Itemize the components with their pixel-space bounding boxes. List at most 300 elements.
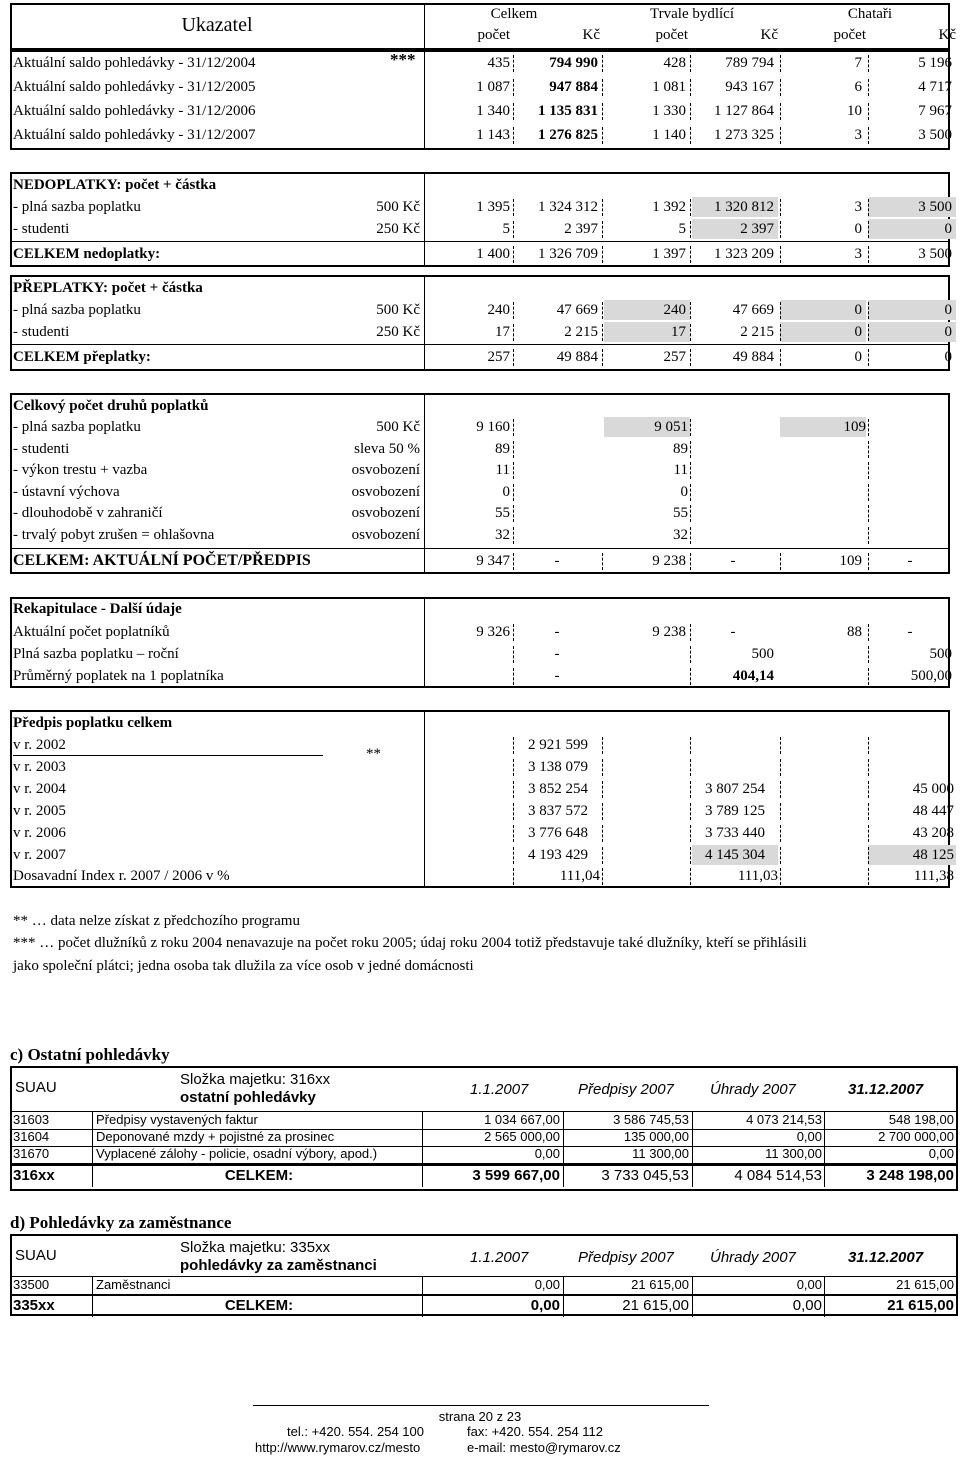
druhy-title: Celkový počet druhů poplatků bbox=[13, 398, 209, 414]
value-cell: 43 208 bbox=[912, 825, 954, 841]
predpis-title: Předpis poplatku celkem bbox=[13, 715, 173, 731]
cell-separator bbox=[690, 302, 691, 319]
value-cell: 17 bbox=[671, 324, 686, 340]
value-cell: 0 bbox=[944, 349, 952, 365]
cell-separator bbox=[868, 868, 869, 885]
value-cell: 3 248 198,00 bbox=[866, 1167, 954, 1184]
value-cell: 3 837 572 bbox=[528, 803, 588, 819]
col-separator bbox=[92, 1276, 93, 1317]
cell-separator bbox=[868, 505, 869, 522]
cell-separator bbox=[780, 759, 781, 776]
total-label: CELKEM nedoplatky: bbox=[13, 246, 161, 262]
cell-separator bbox=[513, 624, 514, 641]
row-rate: 250 Kč bbox=[376, 324, 420, 340]
value-cell: 45 000 bbox=[912, 781, 954, 797]
row-label: Deponované mzdy + pojistné za prosinec bbox=[96, 1129, 335, 1144]
suau-label: SUAU bbox=[15, 1079, 57, 1096]
value-cell: 1 397 bbox=[652, 246, 686, 262]
cell-separator bbox=[780, 302, 781, 319]
value-cell: 4 717 bbox=[918, 79, 952, 95]
cell-separator bbox=[690, 527, 691, 544]
pocet-header: počet bbox=[477, 27, 510, 43]
cell-separator bbox=[868, 199, 869, 216]
column-header: 1.1.2007 bbox=[470, 1081, 529, 1098]
value-cell: 55 bbox=[673, 505, 688, 521]
value-cell: 9 326 bbox=[476, 624, 510, 640]
col-separator bbox=[92, 1111, 93, 1187]
value-cell: 3 789 125 bbox=[705, 803, 765, 819]
cell-separator bbox=[780, 553, 781, 570]
cell-separator bbox=[690, 55, 691, 72]
note-1: ** … data nelze získat z předchozího programu bbox=[13, 913, 300, 929]
cell-separator bbox=[780, 868, 781, 885]
value-cell: 49 884 bbox=[732, 349, 774, 365]
value-cell: 500 bbox=[929, 646, 952, 662]
row-rate: 500 Kč bbox=[376, 419, 420, 435]
value-cell: - bbox=[907, 553, 913, 569]
value-cell: 9 160 bbox=[476, 419, 510, 435]
row-label: Průměrný poplatek na 1 poplatníka bbox=[13, 668, 224, 684]
cell-separator bbox=[780, 847, 781, 864]
index-label: Dosavadní Index r. 2007 / 2006 v % bbox=[13, 868, 230, 884]
cell-separator bbox=[868, 737, 869, 754]
cell-separator bbox=[602, 803, 603, 820]
value-cell: 4 193 429 bbox=[528, 847, 588, 863]
cell-separator bbox=[513, 737, 514, 754]
saldo-stars: *** bbox=[390, 50, 416, 69]
cell-separator bbox=[868, 803, 869, 820]
footer-page: strana 20 z 23 bbox=[438, 1409, 522, 1424]
cell-separator bbox=[690, 127, 691, 144]
value-cell: 548 198,00 bbox=[888, 1112, 954, 1127]
total-label: CELKEM: bbox=[224, 1167, 294, 1184]
footer-mail[interactable]: e-mail: mesto@rymarov.cz bbox=[467, 1440, 621, 1455]
cell-separator bbox=[690, 847, 691, 864]
cell-separator bbox=[690, 419, 691, 436]
value-cell: 0 bbox=[854, 349, 862, 365]
note-2: *** … počet dlužníků z roku 2004 nenavazuje na počet roku 2005; údaj roku 2004 totiž představuje také dlužníky, kteří se přihlásili bbox=[13, 935, 807, 951]
cell-separator bbox=[513, 302, 514, 319]
slozka-name: ostatní pohledávky bbox=[180, 1089, 316, 1106]
value-cell: 257 bbox=[487, 349, 510, 365]
footer-web[interactable]: http://www.rymarov.cz/mesto bbox=[255, 1440, 421, 1455]
cell-separator bbox=[868, 324, 869, 341]
predpis-stars: ** bbox=[366, 746, 381, 762]
kc-header: Kč bbox=[938, 27, 956, 43]
value-cell: 0 bbox=[854, 302, 862, 318]
cell-separator bbox=[868, 825, 869, 842]
cell-separator bbox=[602, 127, 603, 144]
cell-separator bbox=[602, 221, 603, 238]
value-cell: 1 330 bbox=[652, 103, 686, 119]
value-cell: 0 bbox=[944, 302, 952, 318]
value-cell: 2 215 bbox=[740, 324, 774, 340]
value-cell: 0,00 bbox=[796, 1277, 822, 1292]
row-label: - studenti bbox=[13, 221, 70, 237]
value-cell: 435 bbox=[487, 55, 510, 71]
total-code: 335xx bbox=[13, 1297, 55, 1314]
value-cell: 2 700 000,00 bbox=[878, 1129, 954, 1144]
value-cell: 3 bbox=[854, 246, 862, 262]
value-cell: 1 276 825 bbox=[538, 127, 598, 143]
row-label: - studenti bbox=[13, 324, 70, 340]
value-cell: 2 215 bbox=[564, 324, 598, 340]
value-cell: 1 127 864 bbox=[714, 103, 774, 119]
row-label: Předpisy vystavených faktur bbox=[96, 1112, 258, 1127]
cell-separator bbox=[513, 221, 514, 238]
value-cell: 135 000,00 bbox=[623, 1129, 689, 1144]
value-cell: 111,38 bbox=[913, 868, 954, 884]
value-cell: 0 bbox=[944, 324, 952, 340]
row-label: Zaměstnanci bbox=[96, 1277, 171, 1292]
total-label: CELKEM: bbox=[224, 1297, 294, 1314]
row-rate: osvobození bbox=[351, 483, 420, 500]
value-cell: 3 733 440 bbox=[705, 825, 765, 841]
value-cell: 4 073 214,53 bbox=[746, 1112, 822, 1127]
cell-separator bbox=[602, 302, 603, 319]
value-cell: 32 bbox=[673, 526, 688, 543]
cell-separator bbox=[602, 847, 603, 864]
value-cell: 0 bbox=[680, 483, 688, 500]
row-code: 31670 bbox=[13, 1146, 50, 1161]
cell-separator bbox=[602, 759, 603, 776]
cell-separator bbox=[868, 553, 869, 570]
value-cell: 21 615,00 bbox=[631, 1277, 689, 1292]
cell-separator bbox=[602, 781, 603, 798]
saldo-row-label: Aktuální saldo pohledávky - 31/12/2004 bbox=[13, 55, 256, 71]
value-cell: 49 884 bbox=[556, 349, 598, 365]
value-cell: 109 bbox=[839, 553, 862, 569]
cell-separator bbox=[513, 127, 514, 144]
cell-separator bbox=[868, 646, 869, 663]
value-cell: 500 bbox=[751, 646, 774, 662]
column-header: 31.12.2007 bbox=[848, 1249, 924, 1266]
row-rate: 500 Kč bbox=[376, 199, 420, 215]
row-rate: 500 Kč bbox=[376, 302, 420, 318]
saldo-row-label: Aktuální saldo pohledávky - 31/12/2006 bbox=[13, 103, 256, 119]
row-label: - plná sazba poplatku bbox=[13, 302, 141, 318]
total-label: CELKEM: AKTUÁLNÍ POČET/PŘEDPIS bbox=[13, 552, 311, 569]
cell-separator bbox=[513, 55, 514, 72]
row-label: Plná sazba poplatku – roční bbox=[13, 646, 179, 662]
value-cell: 0 bbox=[502, 483, 510, 500]
value-cell: 2 921 599 bbox=[528, 737, 588, 753]
value-cell: 3 138 079 bbox=[528, 759, 588, 775]
value-cell: 1 034 667,00 bbox=[484, 1112, 560, 1127]
value-cell: 1 273 325 bbox=[714, 127, 774, 143]
value-cell: 428 bbox=[663, 55, 686, 71]
row-rate: sleva 50 % bbox=[354, 440, 420, 457]
value-cell: 0 bbox=[944, 221, 952, 237]
value-cell: 1 400 bbox=[476, 246, 510, 262]
value-cell: 1 324 312 bbox=[538, 199, 598, 215]
cell-separator bbox=[868, 441, 869, 458]
preplatky-title: PŘEPLATKY: počet + částka bbox=[13, 280, 203, 296]
cell-separator bbox=[690, 103, 691, 120]
value-cell: 3 500 bbox=[918, 127, 952, 143]
row-code: 33500 bbox=[13, 1277, 50, 1292]
value-cell: 500,00 bbox=[910, 668, 952, 684]
cell-separator bbox=[868, 624, 869, 641]
cell-separator bbox=[690, 462, 691, 479]
cell-separator bbox=[690, 349, 691, 366]
row-label: Vyplacené zálohy - policie, osadní výbory, apod.) bbox=[96, 1146, 378, 1161]
cell-separator bbox=[513, 668, 514, 685]
cell-separator bbox=[690, 221, 691, 238]
value-cell: 947 884 bbox=[549, 79, 598, 95]
value-cell: 257 bbox=[663, 349, 686, 365]
slozka-name: pohledávky za zaměstnanci bbox=[180, 1257, 377, 1274]
cell-separator bbox=[868, 462, 869, 479]
cell-separator bbox=[513, 527, 514, 544]
row-label: - plná sazba poplatku bbox=[13, 199, 141, 215]
cell-separator bbox=[868, 55, 869, 72]
cell-separator bbox=[690, 825, 691, 842]
value-cell: 89 bbox=[495, 440, 510, 457]
value-cell: 3 500 bbox=[918, 199, 952, 215]
cell-separator bbox=[780, 825, 781, 842]
value-cell: 9 238 bbox=[652, 624, 686, 640]
value-cell: 1 087 bbox=[476, 79, 510, 95]
cell-separator bbox=[690, 803, 691, 820]
cell-separator bbox=[690, 199, 691, 216]
value-cell: 0 bbox=[854, 221, 862, 237]
total-label: CELKEM přeplatky: bbox=[13, 349, 151, 365]
cell-separator bbox=[868, 759, 869, 776]
value-cell: 3 500 bbox=[918, 246, 952, 262]
row-label: - trvalý pobyt zrušen = ohlašovna bbox=[13, 526, 215, 543]
value-cell: 789 794 bbox=[725, 55, 774, 71]
row-label: - ústavní výchova bbox=[13, 483, 120, 500]
cell-separator bbox=[690, 868, 691, 885]
saldo-row-label: Aktuální saldo pohledávky - 31/12/2005 bbox=[13, 79, 256, 95]
value-cell: 1 395 bbox=[476, 199, 510, 215]
value-cell: 21 615,00 bbox=[622, 1297, 689, 1314]
column-header: 1.1.2007 bbox=[470, 1249, 529, 1266]
value-cell: - bbox=[554, 646, 560, 662]
value-cell: 11 300,00 bbox=[632, 1146, 689, 1161]
pocet-header: počet bbox=[655, 27, 688, 43]
value-cell: 9 051 bbox=[654, 419, 688, 435]
value-cell: 7 967 bbox=[918, 103, 952, 119]
value-cell: 17 bbox=[495, 324, 510, 340]
cell-separator bbox=[602, 868, 603, 885]
cell-separator bbox=[690, 79, 691, 96]
value-cell: 240 bbox=[663, 302, 686, 318]
value-cell: 943 167 bbox=[725, 79, 774, 95]
row-label: v r. 2007 bbox=[13, 847, 66, 863]
cell-separator bbox=[780, 324, 781, 341]
value-cell: 0,00 bbox=[928, 1146, 954, 1161]
cell-separator bbox=[602, 55, 603, 72]
value-cell: 3 807 254 bbox=[705, 781, 765, 797]
value-cell: 240 bbox=[487, 302, 510, 318]
cell-separator bbox=[780, 221, 781, 238]
row-label: - výkon trestu + vazba bbox=[13, 462, 148, 478]
cell-separator bbox=[690, 246, 691, 263]
cell-separator bbox=[780, 79, 781, 96]
value-cell: 2 397 bbox=[564, 221, 598, 237]
cell-separator bbox=[690, 781, 691, 798]
cell-separator bbox=[513, 484, 514, 501]
cell-separator bbox=[690, 646, 691, 663]
cell-separator bbox=[602, 79, 603, 96]
slozka-label: Složka majetku: 316xx bbox=[180, 1071, 331, 1088]
value-cell: 0,00 bbox=[530, 1297, 560, 1314]
value-cell: 4 084 514,53 bbox=[734, 1167, 822, 1184]
value-cell: 9 347 bbox=[476, 553, 510, 569]
value-cell: 7 bbox=[854, 55, 862, 71]
cell-separator bbox=[868, 103, 869, 120]
cell-separator bbox=[780, 781, 781, 798]
cell-separator bbox=[513, 505, 514, 522]
cell-separator bbox=[513, 847, 514, 864]
value-cell: - bbox=[730, 553, 736, 569]
cell-separator bbox=[513, 441, 514, 458]
row-label: - plná sazba poplatku bbox=[13, 419, 141, 435]
chatari-header: Chataři bbox=[847, 6, 893, 22]
value-cell: 11 300,00 bbox=[765, 1146, 822, 1161]
value-cell: 6 bbox=[854, 79, 862, 95]
row-underline bbox=[13, 755, 323, 756]
cell-separator bbox=[780, 803, 781, 820]
value-cell: 89 bbox=[673, 440, 688, 457]
cell-separator bbox=[690, 624, 691, 641]
value-cell: 109 bbox=[843, 419, 866, 435]
value-cell: 3 bbox=[854, 199, 862, 215]
value-cell: 1 323 209 bbox=[714, 246, 774, 262]
value-cell: 47 669 bbox=[732, 302, 774, 318]
cell-separator bbox=[690, 441, 691, 458]
value-cell: 3 bbox=[854, 127, 862, 143]
row-label: v r. 2002 bbox=[13, 737, 66, 753]
cell-separator bbox=[690, 505, 691, 522]
kc-header: Kč bbox=[760, 27, 778, 43]
cell-separator bbox=[868, 419, 869, 436]
value-cell: 0,00 bbox=[796, 1129, 822, 1144]
cell-separator bbox=[868, 847, 869, 864]
value-cell: 1 140 bbox=[652, 127, 686, 143]
value-cell: - bbox=[554, 624, 560, 640]
cell-separator bbox=[780, 199, 781, 216]
value-cell: - bbox=[730, 624, 736, 640]
value-cell: 55 bbox=[495, 505, 510, 521]
row-label: v r. 2003 bbox=[13, 759, 66, 775]
value-cell: 3 776 648 bbox=[528, 825, 588, 841]
cell-separator bbox=[513, 103, 514, 120]
value-cell: 794 990 bbox=[549, 55, 598, 71]
cell-separator bbox=[602, 349, 603, 366]
saldo-row-label: Aktuální saldo pohledávky - 31/12/2007 bbox=[13, 127, 256, 143]
cell-separator bbox=[868, 246, 869, 263]
value-cell: 11 bbox=[495, 462, 510, 478]
cell-separator bbox=[602, 246, 603, 263]
value-cell: 48 125 bbox=[912, 847, 954, 863]
cell-separator bbox=[780, 127, 781, 144]
cell-separator bbox=[868, 302, 869, 319]
cell-separator bbox=[602, 324, 603, 341]
value-cell: 5 bbox=[502, 221, 510, 237]
cell-separator bbox=[513, 759, 514, 776]
cell-separator bbox=[513, 419, 514, 436]
value-cell: 2 565 000,00 bbox=[484, 1129, 560, 1144]
cell-separator bbox=[513, 462, 514, 479]
cell-separator bbox=[868, 781, 869, 798]
cell-separator bbox=[513, 246, 514, 263]
value-cell: 2 397 bbox=[740, 221, 774, 237]
value-cell: 1 081 bbox=[652, 79, 686, 95]
value-cell: - bbox=[907, 624, 913, 640]
value-cell: 3 852 254 bbox=[528, 781, 588, 797]
value-cell: 0,00 bbox=[534, 1277, 560, 1292]
row-label: - dlouhodobě v zahraničí bbox=[13, 505, 163, 521]
column-header: 31.12.2007 bbox=[848, 1081, 924, 1098]
pocet-header: počet bbox=[833, 27, 866, 43]
value-cell: 1 340 bbox=[476, 103, 510, 119]
value-cell: 5 bbox=[678, 221, 686, 237]
value-cell: 0,00 bbox=[792, 1297, 822, 1314]
value-cell: 3 586 745,53 bbox=[613, 1112, 689, 1127]
cell-separator bbox=[513, 349, 514, 366]
footer-rule bbox=[253, 1405, 709, 1406]
cell-separator bbox=[690, 668, 691, 685]
cell-separator bbox=[690, 484, 691, 501]
value-cell: 1 326 709 bbox=[538, 246, 598, 262]
value-cell: - bbox=[554, 668, 560, 684]
row-rate: osvobození bbox=[351, 505, 420, 521]
kc-header: Kč bbox=[582, 27, 600, 43]
value-cell: 1 392 bbox=[652, 199, 686, 215]
value-cell: - bbox=[554, 553, 560, 569]
cell-separator bbox=[780, 737, 781, 754]
nedoplatky-title: NEDOPLATKY: počet + částka bbox=[13, 177, 217, 193]
value-cell: 111,04 bbox=[559, 868, 600, 884]
row-label: v r. 2005 bbox=[13, 803, 66, 819]
value-cell: 11 bbox=[673, 462, 688, 478]
cell-separator bbox=[780, 246, 781, 263]
row-label: v r. 2004 bbox=[13, 781, 66, 797]
value-cell: 3 733 045,53 bbox=[601, 1167, 689, 1184]
cell-separator bbox=[868, 79, 869, 96]
value-cell: 5 196 bbox=[918, 55, 952, 71]
trvale-header: Trvale bydlící bbox=[649, 6, 735, 22]
value-cell: 9 238 bbox=[652, 553, 686, 569]
suau-label: SUAU bbox=[15, 1247, 57, 1264]
predpis-box bbox=[10, 710, 950, 888]
cell-separator bbox=[513, 803, 514, 820]
cell-separator bbox=[513, 825, 514, 842]
cell-separator bbox=[868, 349, 869, 366]
row-rate: osvobození bbox=[351, 462, 420, 478]
cell-separator bbox=[513, 868, 514, 885]
section-d-heading: d) Pohledávky za zaměstnance bbox=[10, 1213, 232, 1232]
value-cell: 404,14 bbox=[732, 668, 774, 684]
value-cell: 10 bbox=[847, 103, 862, 119]
note-3: jako společní plátci; jedna osoba tak dlužila za více osob v jedné domácnosti bbox=[13, 958, 474, 974]
row-rate: 250 Kč bbox=[376, 221, 420, 237]
value-cell: 88 bbox=[847, 624, 862, 640]
cell-separator bbox=[602, 103, 603, 120]
column-header: Předpisy 2007 bbox=[578, 1249, 674, 1266]
cell-separator bbox=[602, 199, 603, 216]
value-cell: 4 145 304 bbox=[705, 847, 765, 863]
column-header: Předpisy 2007 bbox=[578, 1081, 674, 1098]
value-cell: 111,03 bbox=[737, 868, 778, 884]
value-cell: 1 143 bbox=[476, 127, 510, 143]
cell-separator bbox=[780, 103, 781, 120]
cell-separator bbox=[513, 79, 514, 96]
value-cell: 48 447 bbox=[912, 803, 954, 819]
